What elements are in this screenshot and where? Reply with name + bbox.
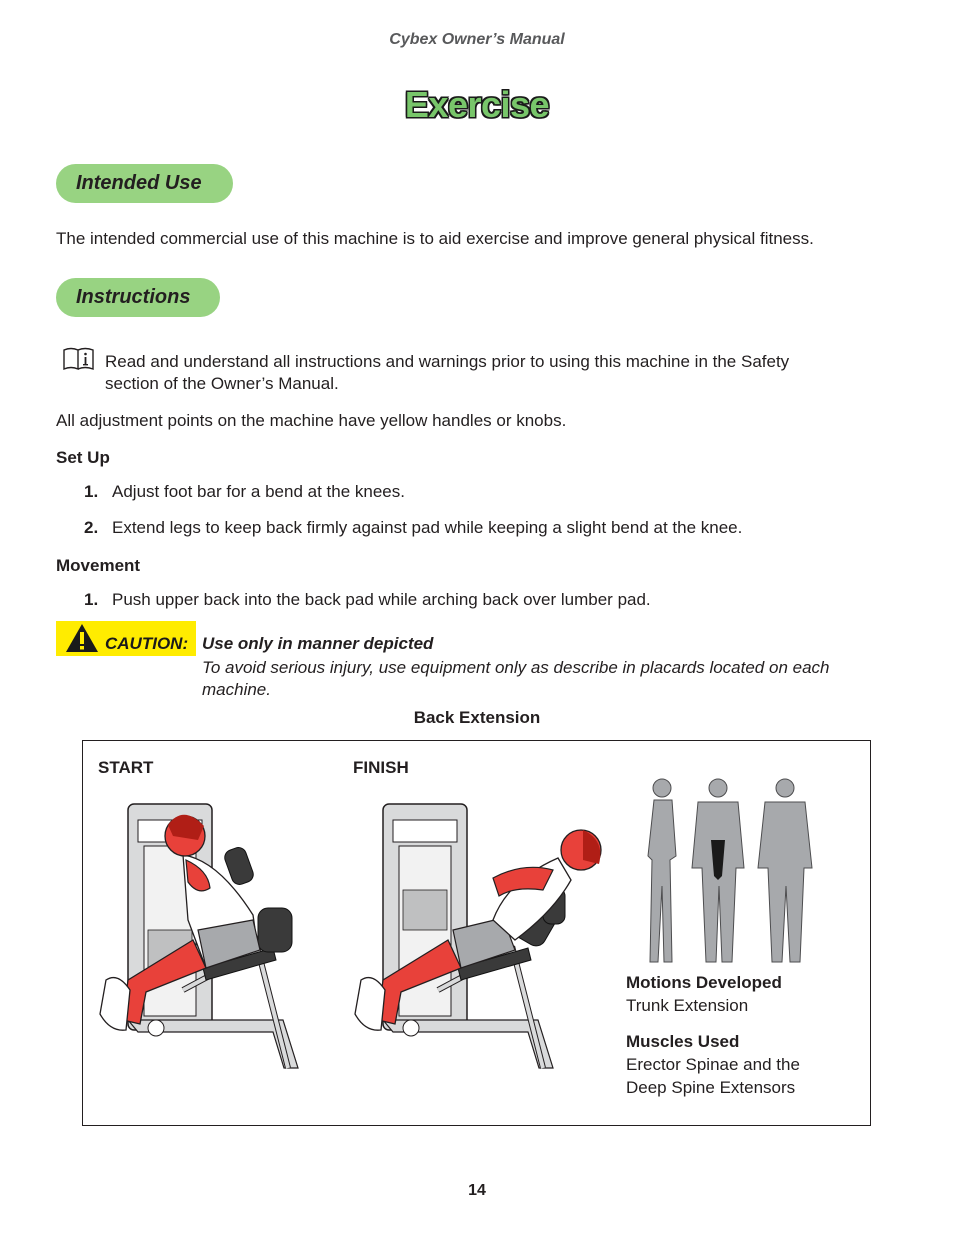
caution-text-line2: machine. [202, 680, 271, 699]
adjustment-note: All adjustment points on the machine have yellow handles or knobs. [56, 411, 567, 430]
caution-label: CAUTION: [105, 634, 189, 653]
start-label: START [98, 758, 154, 777]
setup-step-text: Extend legs to keep back firmly against pad while keeping a slight bend at the knee. [112, 518, 743, 537]
motions-text: Trunk Extension [626, 996, 749, 1015]
movement-heading: Movement [56, 556, 141, 575]
muscles-heading: Muscles Used [626, 1032, 740, 1051]
muscles-text-line2: Deep Spine Extensors [626, 1078, 796, 1097]
caution-title: Use only in manner depicted [202, 634, 434, 653]
setup-step-number: 1. [84, 482, 99, 501]
figure-caption: Back Extension [413, 708, 541, 727]
manual-book-icon [62, 347, 96, 371]
start-position-illustration [88, 800, 303, 1072]
muscle-anatomy-illustration [640, 776, 830, 966]
page-title: Exercise [404, 84, 550, 125]
finish-position-illustration [343, 800, 605, 1072]
running-header: Cybex Owner’s Manual [389, 31, 565, 48]
safety-notice-line2: section of the Owner’s Manual. [105, 374, 339, 393]
movement-step-number: 1. [84, 590, 99, 609]
finish-label: FINISH [353, 758, 409, 777]
caution-text-line1: To avoid serious injury, use equipment only as describe in placards located on each [202, 658, 830, 677]
motions-heading: Motions Developed [626, 973, 782, 992]
intended-use-heading: Intended Use [56, 164, 233, 203]
setup-step-number: 2. [84, 518, 99, 537]
muscles-text-line1: Erector Spinae and the [626, 1055, 800, 1074]
setup-heading: Set Up [56, 448, 110, 467]
movement-step-text: Push upper back into the back pad while arching back over lumber pad. [112, 590, 651, 609]
page-number: 14 [468, 1182, 486, 1199]
safety-notice-line1: Read and understand all instructions and warnings prior to using this machine in the Safety [105, 352, 790, 371]
instructions-heading: Instructions [56, 278, 220, 317]
setup-step-text: Adjust foot bar for a bend at the knees. [112, 482, 405, 501]
warning-triangle-icon [64, 622, 100, 654]
intended-use-text: The intended commercial use of this machine is to aid exercise and improve general physical fitness. [56, 229, 814, 248]
